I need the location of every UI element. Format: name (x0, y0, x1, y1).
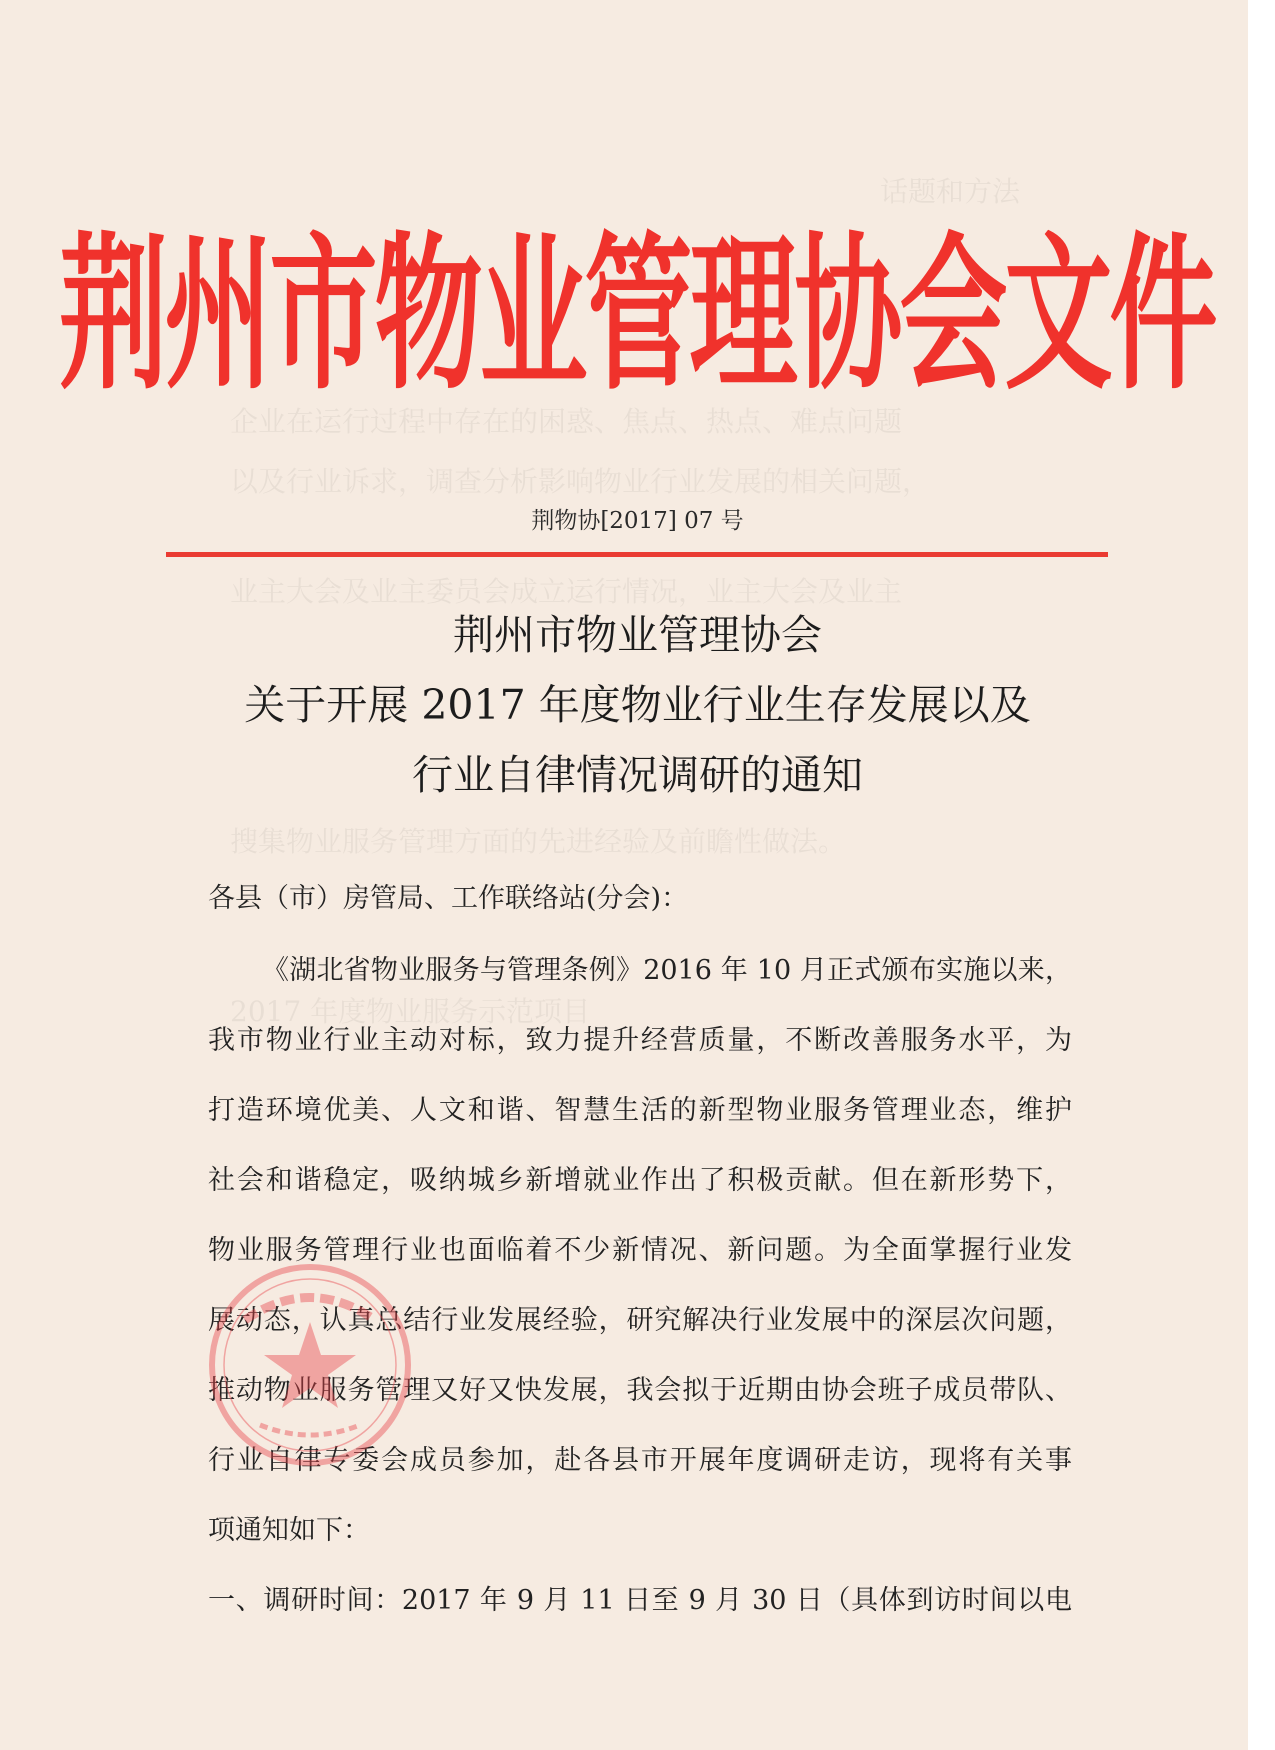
body-line: 项通知如下： (208, 1515, 370, 1546)
salutation: 各县（市）房管局、工作联络站(分会)： (208, 883, 689, 914)
scan-border (1248, 0, 1275, 1750)
body-line: 我市物业行业主动对标，致力提升经营质量，不断改善服务水平，为 (208, 1025, 1072, 1056)
document-number: 荆物协[2017] 07 号 (531, 508, 744, 534)
document-title-line-2: 关于开展 2017 年度物业行业生存发展以及 (244, 681, 1031, 729)
body-line: 推动物业服务管理又好又快发展，我会拟于近期由协会班子成员带队、 (208, 1375, 1072, 1406)
body-line: 《湖北省物业服务与管理条例》2016 年 10 月正式颁布实施以来， (262, 955, 1072, 986)
bleed-through-text: 业主大会及业主委员会成立运行情况，业主大会及业主 (230, 575, 903, 608)
document-title-line-3: 行业自律情况调研的通知 (412, 751, 863, 799)
body-line: 打造环境优美、人文和谐、智慧生活的新型物业服务管理业态，维护 (208, 1095, 1072, 1126)
bleed-through-text: 搜集物业服务管理方面的先进经验及前瞻性做法。 (230, 825, 847, 858)
masthead-title: 荆州市物业管理协会文件 (59, 218, 1215, 413)
body-line: 一、调研时间：2017 年 9 月 11 日至 9 月 30 日（具体到访时间以电 (208, 1585, 1072, 1616)
body-line: 展动态，认真总结行业发展经验，研究解决行业发展中的深层次问题， (208, 1305, 1072, 1336)
bleed-through-text: 企业在运行过程中存在的困惑、焦点、热点、难点问题 (230, 405, 903, 438)
masthead (59, 200, 1215, 413)
bleed-through-text: 话题和方法 (880, 175, 1021, 208)
document-title-line-1: 荆州市物业管理协会 (453, 611, 822, 659)
body-line: 行业自律专委会成员参加，赴各县市开展年度调研走访，现将有关事 (208, 1445, 1072, 1476)
bleed-through-text: 2017 年度物业服务示范项目 (230, 995, 591, 1028)
bleed-through-text: 以及行业诉求，调查分析影响物业行业发展的相关问题， (230, 465, 931, 498)
body-line: 物业服务管理行业也面临着不少新情况、新问题。为全面掌握行业发 (208, 1235, 1072, 1266)
official-seal-stamp (200, 1260, 420, 1470)
body-line: 社会和谐稳定，吸纳城乡新增就业作出了积极贡献。但在新形势下， (208, 1165, 1072, 1196)
red-divider-rule (166, 552, 1108, 557)
